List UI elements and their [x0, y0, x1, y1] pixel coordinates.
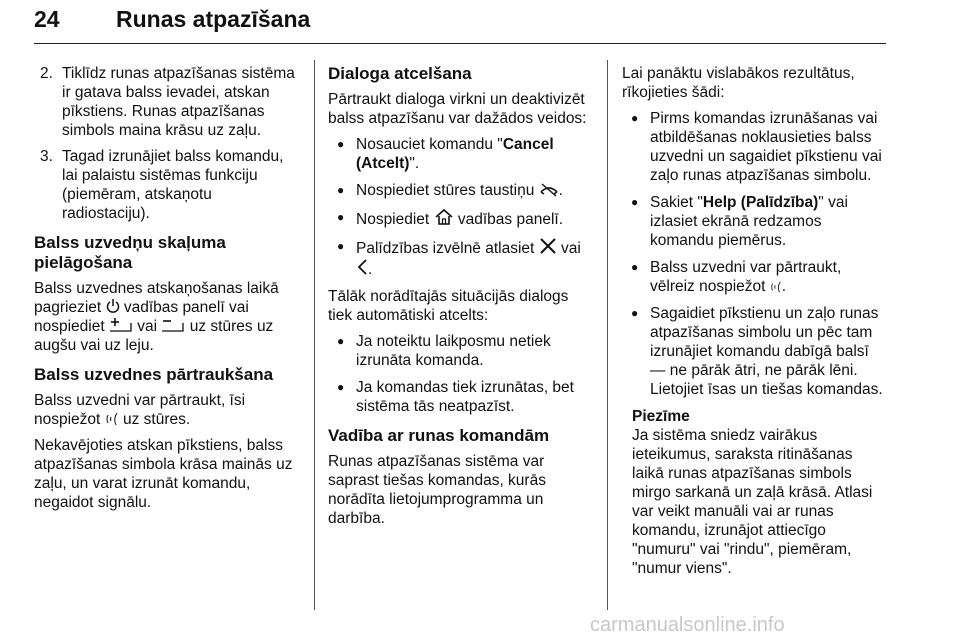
voice-button-icon	[770, 281, 782, 293]
text-run: vadības panelī vai nospiediet	[34, 299, 249, 335]
watermark: carmanualsonline.info	[590, 614, 785, 636]
step-item	[34, 64, 302, 140]
step-number: 2.	[40, 65, 53, 82]
text-run: Balss uzvedni var pārtraukt, vēlreiz nospiežot	[650, 259, 842, 295]
list-item	[622, 193, 888, 250]
text-run: uz stūres.	[122, 411, 191, 428]
home-icon	[434, 208, 454, 226]
list-item	[622, 258, 888, 296]
command-label: Cancel (Atcelt)	[356, 136, 554, 172]
text-run: Nospiediet	[356, 211, 430, 228]
list-item: ● Ja komandas tiek izrunātas, bet sistēma tās neatpazīst.	[328, 378, 596, 416]
text-run: uz stūres uz augšu vai uz leju.	[34, 318, 274, 354]
list-item	[328, 135, 596, 173]
paragraph-volume	[34, 279, 302, 355]
text-run: Balss uzvedni var pārtraukt, īsi nospiežot	[34, 392, 246, 428]
close-icon	[539, 237, 557, 255]
note-title: Piezīme	[632, 408, 690, 425]
list-item	[328, 208, 596, 229]
paragraph-auto-cancel: Tālāk norādītajās situācijās dialogs tiek automātiski atcelts:	[328, 288, 569, 324]
text-run: .	[368, 261, 373, 278]
page-number: 24	[34, 6, 60, 32]
step-text: Tagad izrunājiet balss komandu, lai palaistu sistēmas funkciju (piemēram, atskaņotu radiostaciju).	[62, 148, 284, 222]
power-knob-icon	[106, 298, 120, 314]
text-run: .	[558, 182, 563, 199]
column-2	[328, 64, 596, 535]
text-run: Nosauciet komandu "	[356, 136, 503, 153]
tips-list	[622, 109, 888, 399]
list-item: ● Ja noteiktu laikposmu netiek izrunāta komanda.	[328, 332, 596, 370]
paragraph-tips-intro: Lai panāktu vislabākos rezultātus, rīkojieties šādi:	[622, 65, 855, 101]
list-item	[328, 237, 596, 279]
paragraph-cancel-intro: Pārtraukt dialoga virkni un deaktivizēt balss atpazīšanu var dažādos veidos:	[328, 91, 587, 127]
text-run: Palīdzības izvēlnē atlasiet	[356, 240, 535, 257]
text-run: Sakiet "	[650, 194, 703, 211]
command-label: Help (Palīdzība)	[702, 194, 819, 211]
list-item: ● Sagaidiet pīkstienu un zaļo runas atpazīšanas simbolu un pēc tam izrunājiet komandu dabīgā balsī — ne pārāk ātri, ne pārāk lēni. Lietojiet īsas un tiešas komandas.	[622, 304, 888, 399]
text-run: " vai izlasiet ekrānā redzamos komandu piemērus.	[650, 194, 848, 249]
paragraph-beep: Nekavējoties atskan pīkstiens, balss atpazīšanas simbola krāsa mainās uz zaļu, un varat izrunāt komandu, negaidot signālu.	[34, 437, 293, 511]
text-run: vai	[560, 240, 581, 257]
column-divider	[607, 60, 608, 610]
text-run: vadības panelī.	[457, 211, 564, 228]
cancel-methods-list	[328, 135, 596, 279]
text-run: ".	[409, 155, 420, 172]
note-box	[622, 407, 888, 578]
list-item: ● Pirms komandas izrunāšanas vai atbildēšanas noklausieties balss uzvedni un sagaidiet pīkstienu vai zaļo runas atpazīšanas simbolu.	[622, 109, 888, 185]
volume-up-icon	[109, 317, 133, 333]
page-header	[34, 4, 886, 48]
step-number: 3.	[40, 148, 53, 165]
header-rule	[34, 43, 886, 44]
auto-cancel-list	[328, 332, 596, 416]
section-heading-cancel: Dialoga atcelšana	[328, 64, 472, 83]
column-3	[622, 64, 888, 585]
text-run: vai	[137, 318, 158, 335]
back-arrow-icon	[356, 258, 368, 276]
paragraph-voice-commands: Runas atpazīšanas sistēma var saprast tiešas komandas, kurās norādīta lietojumprogramma un darbība.	[328, 453, 546, 527]
section-heading-volume: Balss uzvedņu skaļuma pielāgošana	[34, 233, 226, 272]
voice-button-icon	[105, 412, 119, 426]
step-item	[34, 147, 302, 223]
text-run: .	[781, 278, 787, 295]
volume-down-icon	[161, 317, 185, 333]
text-run: Nospiediet stūres taustiņu	[356, 182, 535, 199]
end-call-icon	[539, 183, 559, 197]
page-title: Runas atpazīšana	[116, 6, 311, 32]
list-item	[328, 181, 596, 200]
steps-list	[34, 64, 302, 223]
section-heading-interrupt: Balss uzvednes pārtraukšana	[34, 365, 274, 384]
section-heading-voice-commands: Vadība ar runas komandām	[328, 426, 550, 445]
column-1	[34, 64, 302, 519]
step-text: Tiklīdz runas atpazīšanas sistēma ir gatava balss ievadei, atskan pīkstiens. Runas atpazīšanas simbols maina krāsu uz zaļu.	[62, 65, 295, 139]
paragraph-interrupt	[34, 391, 302, 429]
column-divider	[314, 60, 315, 610]
note-text: Ja sistēma sniedz vairākus ieteikumus, saraksta ritināšanas laikā runas atpazīšanas simbols mirgo sarkanā un zaļā krāsā. Atlasi var veikt manuāli vai ar runas komandu, izrunājot attiecīgo "numuru" vai "rindu", piemēram, "numur viens".	[632, 427, 873, 577]
text-run: Balss uzvednes atskaņošanas laikā pagrieziet	[34, 280, 279, 316]
